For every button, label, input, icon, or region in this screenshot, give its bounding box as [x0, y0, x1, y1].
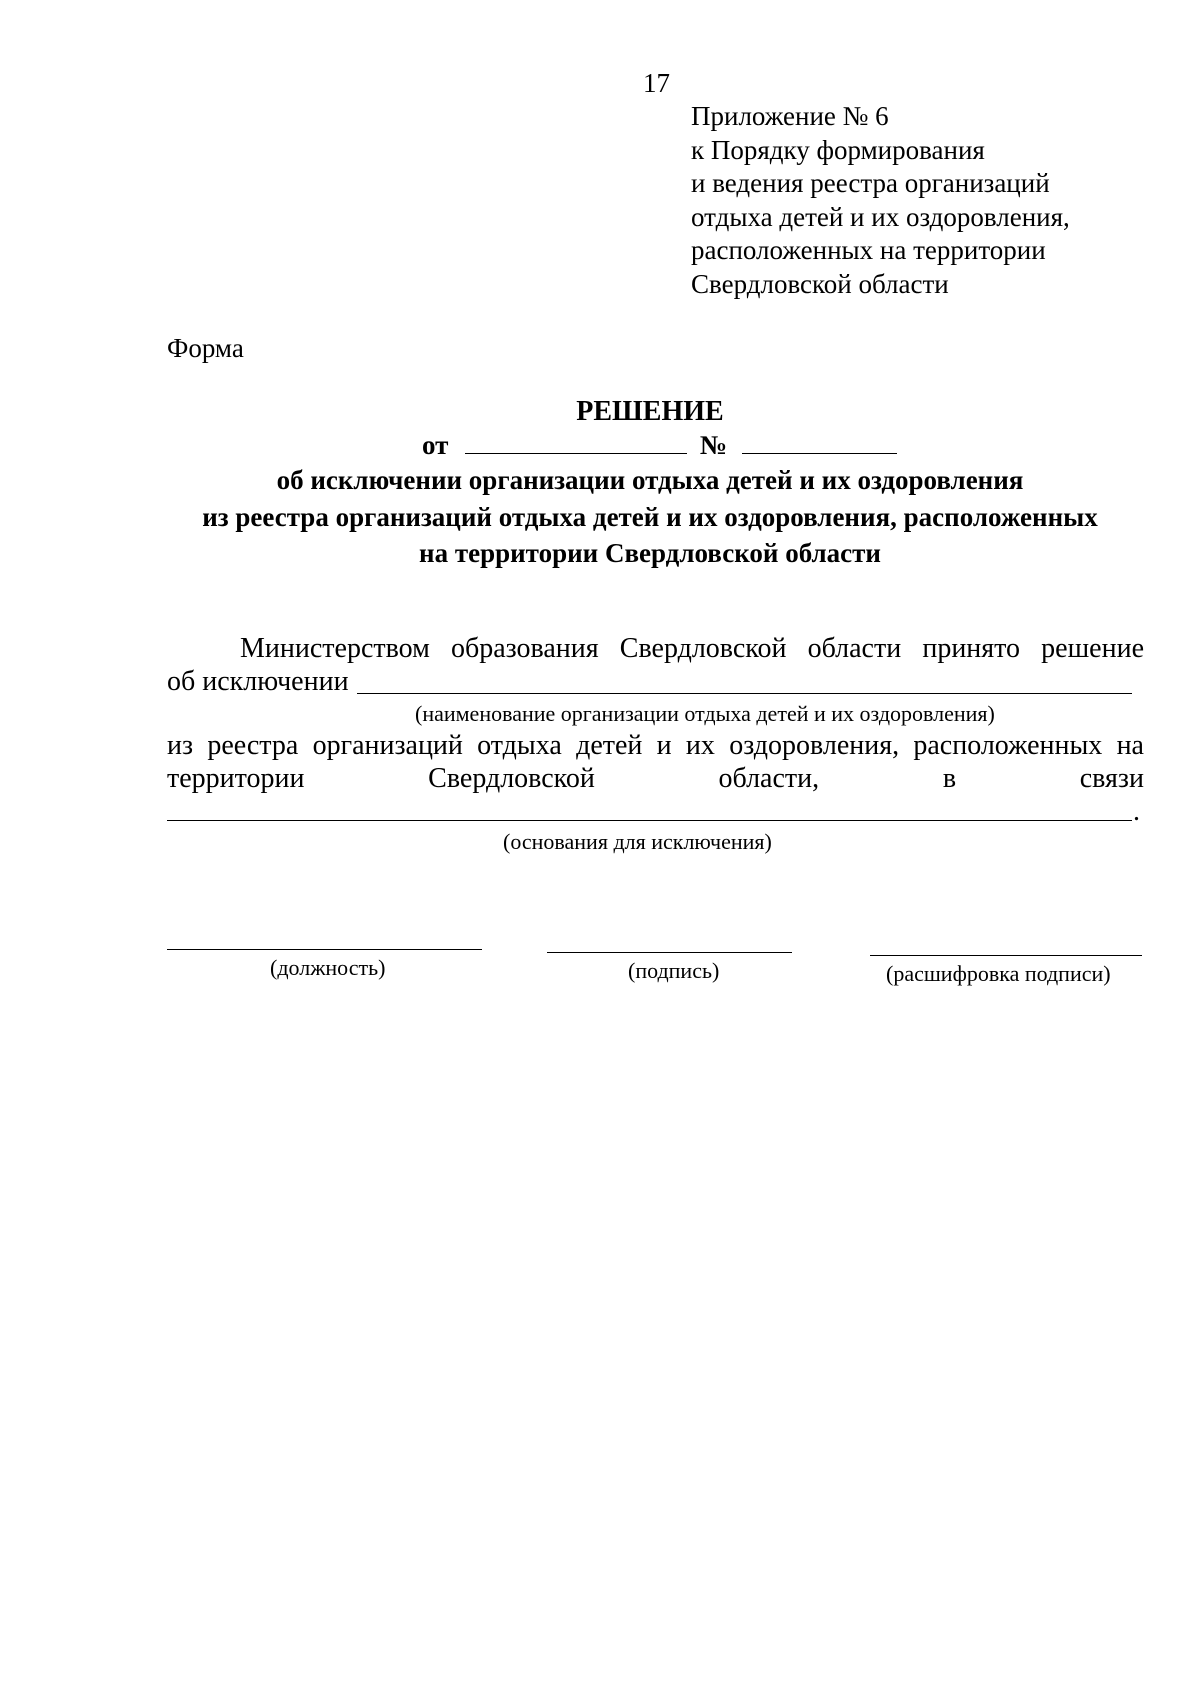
- appendix-line: и ведения реестра организаций: [691, 168, 1050, 198]
- date-number-line: [422, 430, 897, 461]
- decision-subtitle-line: из реестра организаций отдыха детей и их оздоровления, расположенных: [202, 502, 1098, 532]
- word: территории: [167, 763, 305, 794]
- signature-field-line: [547, 952, 792, 953]
- word: в: [942, 763, 957, 794]
- appendix-line: к Порядку формирования: [691, 134, 985, 165]
- caption-organization-name: (наименование организации отдыха детей и их оздоровления): [415, 701, 995, 726]
- from-label: от: [422, 430, 449, 460]
- form-label: Форма: [167, 333, 244, 363]
- caption-exclusion-reason: (основания для исключения): [503, 829, 772, 854]
- caption-signature-decoding: (расшифровка подписи): [886, 961, 1111, 986]
- page-number: 17: [643, 68, 670, 98]
- decision-title: РЕШЕНИЕ: [576, 396, 724, 427]
- word: связи: [1079, 763, 1144, 794]
- decision-subtitle-line: на территории Свердловской области: [419, 538, 881, 568]
- caption-position: (должность): [270, 955, 386, 980]
- date-blank-field: [465, 433, 687, 454]
- appendix-line: расположенных на территории: [691, 235, 1046, 265]
- reason-field-line: [167, 820, 1132, 821]
- body-line-ministry: Министерством образования Свердловской области принято решение: [240, 633, 1144, 664]
- number-label: №: [699, 430, 728, 460]
- appendix-line: Приложение № 6: [691, 101, 889, 131]
- decision-subtitle-line: об исключении организации отдыха детей и их оздоровления: [276, 465, 1024, 495]
- reason-line-period: .: [1133, 796, 1140, 827]
- appendix-header: [691, 100, 1070, 301]
- word: Свердловской: [428, 763, 595, 794]
- body-line-registry: из реестра организаций отдыха детей и их оздоровления, расположенных на: [167, 730, 1144, 761]
- word: области,: [718, 763, 820, 794]
- number-blank-field: [742, 433, 897, 454]
- body-line-exclusion-prefix: об исключении: [167, 666, 349, 697]
- organization-name-field-line: [357, 693, 1132, 694]
- caption-signature: (подпись): [628, 958, 720, 983]
- body-line-territory: [167, 763, 1144, 795]
- appendix-line: Свердловской области: [691, 268, 949, 299]
- signature-decoding-field-line: [870, 955, 1142, 956]
- appendix-line: отдыха детей и их оздоровления,: [691, 201, 1070, 232]
- position-field-line: [167, 949, 482, 950]
